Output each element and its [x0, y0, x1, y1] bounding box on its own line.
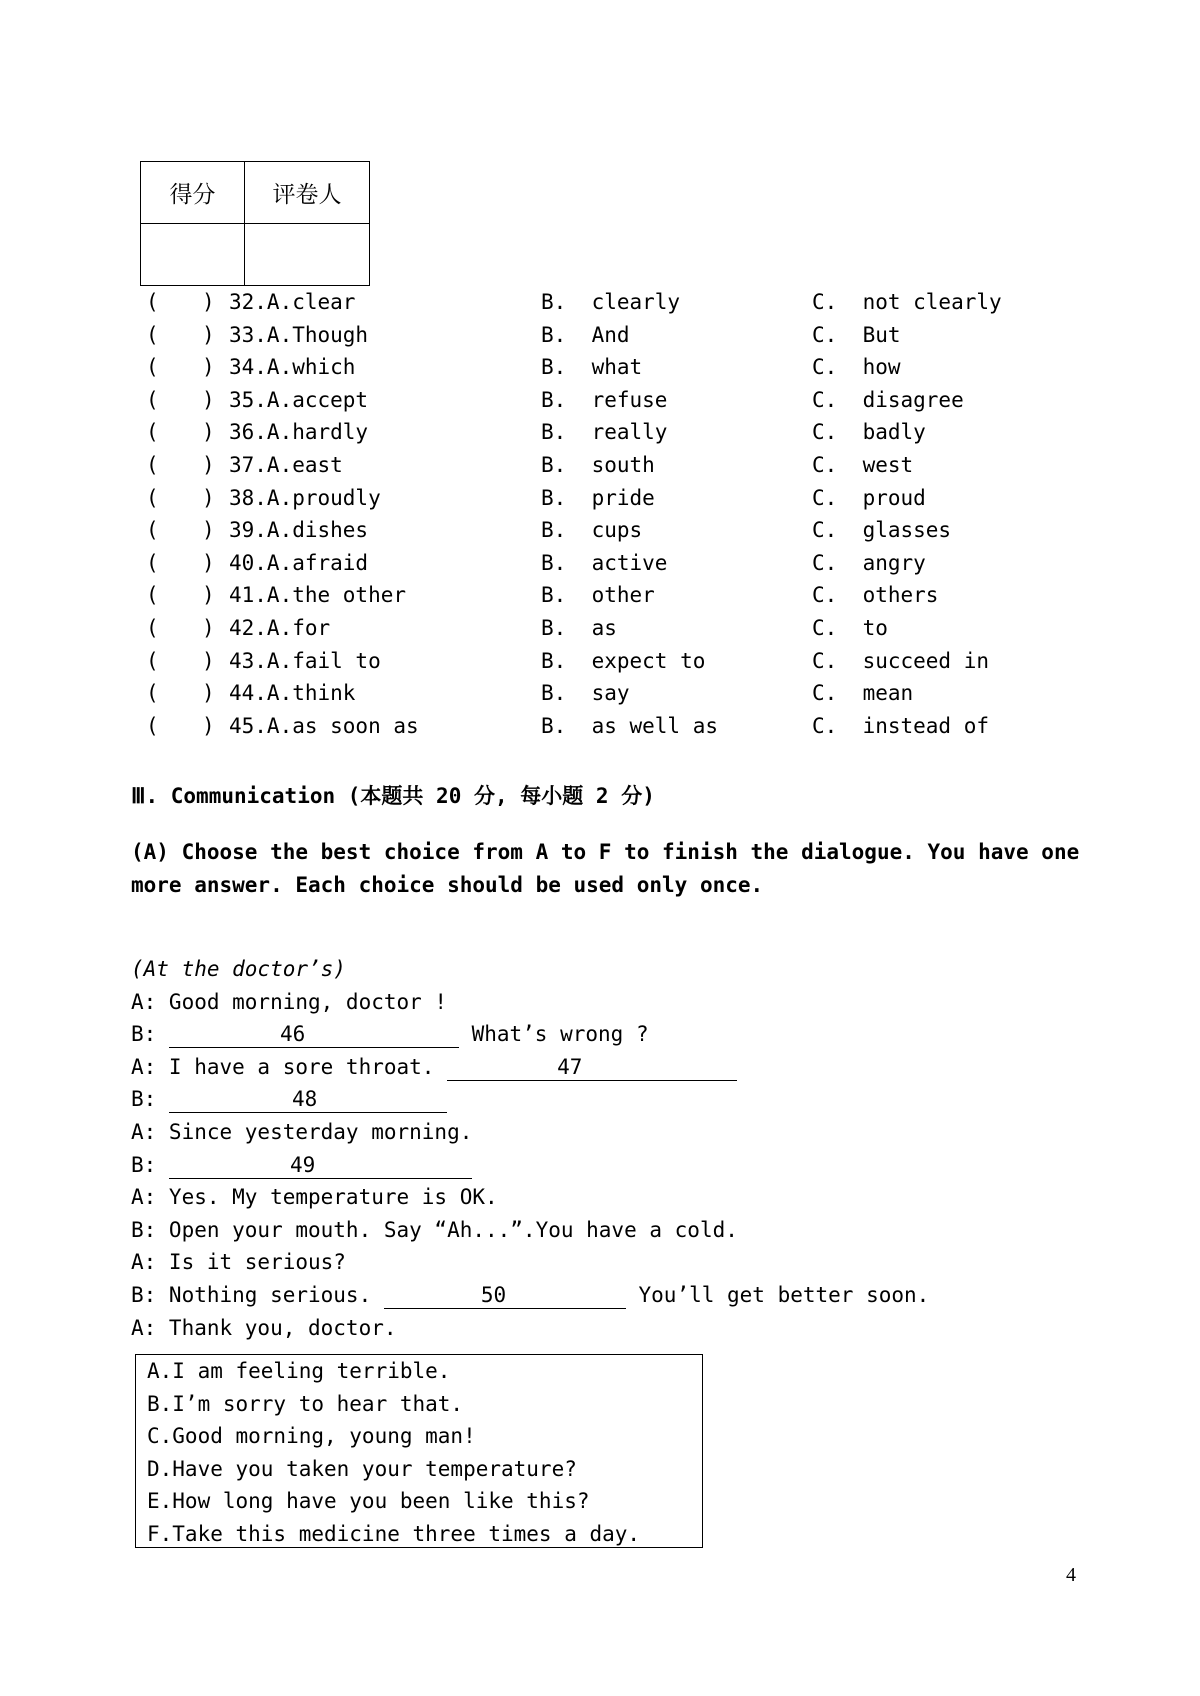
question-number: 39.A.: [229, 518, 293, 543]
option-b: B. cups: [541, 518, 643, 543]
answer-blank-48[interactable]: [169, 1086, 447, 1113]
option-b: B. as well as: [541, 713, 719, 738]
answer-paren-close: ): [202, 713, 215, 738]
option-b: B. really: [541, 420, 668, 445]
option-c: C. disagree: [812, 387, 964, 412]
option-a-text: proudly: [292, 485, 381, 510]
option-a: [229, 579, 406, 612]
speaker-label: B:: [131, 1152, 169, 1177]
option-a-text: which: [292, 355, 356, 380]
question-number: 38.A.: [229, 485, 293, 510]
option-b: B. south: [541, 452, 655, 477]
answer-paren-open[interactable]: (: [146, 452, 159, 477]
question-number: 44.A.: [229, 681, 293, 706]
question-number: 40.A.: [229, 550, 293, 575]
blank-number: 46: [279, 1022, 306, 1047]
option-a: [229, 351, 355, 384]
answer-paren-open[interactable]: (: [146, 518, 159, 543]
option-b: B. other: [541, 583, 655, 608]
page-number: 4: [1066, 1564, 1076, 1586]
answer-option: D.Have you taken your temperature?: [147, 1456, 577, 1481]
answer-paren-close: ): [202, 615, 215, 640]
dialogue-line: [131, 1051, 1031, 1084]
answer-paren-close: ): [202, 681, 215, 706]
option-a-text: clear: [292, 290, 356, 314]
option-a-text: afraid: [292, 550, 369, 575]
blank-number: 48: [291, 1087, 318, 1112]
answer-paren-open[interactable]: (: [146, 713, 159, 738]
option-a: [229, 482, 381, 515]
option-c: C. instead of: [812, 713, 990, 738]
answer-paren-close: ): [202, 290, 215, 314]
section-title: Ⅲ. Communication (本题共 20 分, 每小题 2 分): [131, 784, 655, 808]
option-b: B. pride: [541, 485, 655, 510]
option-c: C. angry: [812, 550, 926, 575]
answer-paren-close: ): [202, 648, 215, 673]
question-row: [140, 482, 1000, 515]
answer-paren-open[interactable]: (: [146, 290, 159, 314]
option-c: C. not clearly: [812, 290, 1002, 314]
answer-paren-close: ): [202, 452, 215, 477]
grader-cell[interactable]: [245, 224, 370, 286]
question-row: [140, 416, 1000, 449]
question-number: 32.A.: [229, 290, 293, 314]
option-a-text: think: [292, 681, 356, 706]
answer-paren-open[interactable]: (: [146, 550, 159, 575]
option-b: B. refuse: [541, 387, 668, 412]
option-a: [229, 319, 368, 352]
question-row: [140, 514, 1000, 547]
option-a-text: Though: [292, 322, 369, 347]
dialogue-line: [131, 1279, 1031, 1312]
option-c: C. proud: [812, 485, 926, 510]
option-c: C. west: [812, 452, 914, 477]
dialogue-line: B: Open your mouth. Say “Ah...”.You have a cold.: [131, 1217, 738, 1242]
dialogue-line: [131, 1149, 1031, 1182]
score-table: [140, 161, 370, 286]
dialogue: [131, 953, 1031, 1344]
answer-paren-close: ): [202, 322, 215, 347]
option-c: C. others: [812, 583, 939, 608]
option-b: B. what: [541, 355, 643, 380]
question-number: 36.A.: [229, 420, 293, 445]
question-row: [140, 645, 1000, 678]
speaker-label: B:: [131, 1087, 169, 1112]
question-row: [140, 612, 1000, 645]
option-a: [229, 416, 368, 449]
option-a-text: dishes: [292, 518, 369, 543]
question-number: 45.A.: [229, 713, 293, 738]
option-a-text: hardly: [292, 420, 369, 445]
option-c: C. succeed in: [812, 648, 990, 673]
option-a: [229, 645, 381, 678]
answer-paren-close: ): [202, 518, 215, 543]
option-a: [229, 710, 419, 743]
answer-options-box: [135, 1354, 703, 1548]
answer-paren-open[interactable]: (: [146, 485, 159, 510]
question-number: 43.A.: [229, 648, 293, 673]
cloze-options-list: [140, 286, 1000, 742]
question-row: [140, 677, 1000, 710]
dialogue-line: A: Good morning, doctor !: [131, 989, 448, 1014]
question-row: [140, 710, 1000, 743]
blank-number: 50: [480, 1282, 507, 1307]
answer-option: C.Good morning, young man!: [147, 1424, 476, 1448]
answer-paren-open[interactable]: (: [146, 322, 159, 347]
answer-paren-open[interactable]: (: [146, 583, 159, 608]
option-a: [229, 547, 368, 580]
answer-paren-close: ): [202, 355, 215, 380]
option-a-text: accept: [292, 387, 369, 412]
answer-paren-close: ): [202, 583, 215, 608]
question-number: 33.A.: [229, 322, 293, 347]
blank-number: 47: [557, 1054, 583, 1079]
answer-blank-47[interactable]: [447, 1054, 737, 1081]
option-a: [229, 514, 368, 547]
section-instruction: (A) Choose the best choice from A to F to finish the dialogue. You have one more answer. Each choice should be used only once.: [131, 840, 1080, 897]
answer-option: B.I’m sorry to hear that.: [147, 1391, 464, 1416]
grader-header: 评卷人: [245, 162, 370, 224]
dialogue-text: You’ll get better soon.: [625, 1282, 930, 1307]
option-a-text: as soon as: [292, 713, 419, 738]
option-a: [229, 449, 343, 482]
question-number: 34.A.: [229, 355, 293, 380]
dialogue-setting: (At the doctor’s): [131, 957, 346, 981]
option-b: B. And: [541, 322, 630, 347]
option-a-text: fail to: [292, 648, 381, 673]
answer-option: E.How long have you been like this?: [147, 1489, 590, 1513]
answer-paren-open[interactable]: (: [146, 387, 159, 412]
dialogue-text: B: Nothing serious.: [131, 1282, 384, 1307]
answer-paren-open[interactable]: (: [146, 648, 159, 673]
question-row: [140, 579, 1000, 612]
option-a-text: east: [292, 452, 343, 477]
answer-paren-close: ): [202, 420, 215, 445]
answer-paren-open[interactable]: (: [146, 615, 159, 640]
option-c: C. mean: [812, 681, 914, 706]
option-a: [229, 612, 330, 645]
option-b: B. say: [541, 681, 630, 706]
answer-paren-close: ): [202, 387, 215, 412]
option-c: C. glasses: [812, 518, 952, 543]
question-row: [140, 547, 1000, 580]
question-number: 42.A.: [229, 615, 293, 640]
dialogue-line: [131, 1083, 1031, 1116]
question-row: [140, 319, 1000, 352]
answer-paren-open[interactable]: (: [146, 420, 159, 445]
dialogue-text: What’s wrong ?: [458, 1022, 649, 1047]
dialogue-line: A: Since yesterday morning.: [131, 1119, 473, 1144]
question-row: [140, 449, 1000, 482]
dialogue-line: A: Yes. My temperature is OK.: [131, 1185, 498, 1210]
option-b: B. active: [541, 550, 668, 575]
option-b: B. as: [541, 615, 617, 640]
speaker-label: B:: [131, 1022, 169, 1047]
option-a-text: for: [292, 615, 331, 640]
option-a-text: the other: [292, 583, 407, 608]
option-a: [229, 384, 368, 417]
answer-blank-50[interactable]: [384, 1282, 626, 1309]
question-number: 37.A.: [229, 452, 293, 477]
dialogue-text: A: I have a sore throat.: [131, 1054, 448, 1079]
answer-option: A.I am feeling terrible.: [147, 1359, 451, 1383]
question-row: [140, 351, 1000, 384]
answer-paren-close: ): [202, 550, 215, 575]
answer-option: F.Take this medicine three times a day.: [147, 1521, 641, 1546]
answer-blank-46[interactable]: [169, 1021, 459, 1048]
score-cell[interactable]: [141, 224, 245, 286]
question-number: 41.A.: [229, 583, 293, 608]
option-c: C. how: [812, 355, 901, 380]
question-number: 35.A.: [229, 387, 293, 412]
answer-blank-49[interactable]: [169, 1152, 472, 1179]
option-c: C. badly: [812, 420, 926, 445]
answer-paren-open[interactable]: (: [146, 681, 159, 706]
option-b: B. expect to: [541, 648, 706, 673]
option-b: B. clearly: [541, 290, 681, 314]
question-row: [140, 384, 1000, 417]
score-header: 得分: [141, 162, 245, 224]
dialogue-line: A: Thank you, doctor.: [131, 1315, 397, 1340]
option-a: [229, 677, 355, 710]
option-a: [229, 286, 355, 319]
option-c: C. to: [812, 615, 888, 640]
dialogue-line: A: Is it serious?: [131, 1250, 346, 1275]
dialogue-line: [131, 1018, 1031, 1051]
blank-number: 49: [289, 1152, 316, 1177]
answer-paren-open[interactable]: (: [146, 355, 159, 380]
answer-paren-close: ): [202, 485, 215, 510]
question-row: [140, 286, 1000, 319]
option-c: C. But: [812, 322, 901, 347]
